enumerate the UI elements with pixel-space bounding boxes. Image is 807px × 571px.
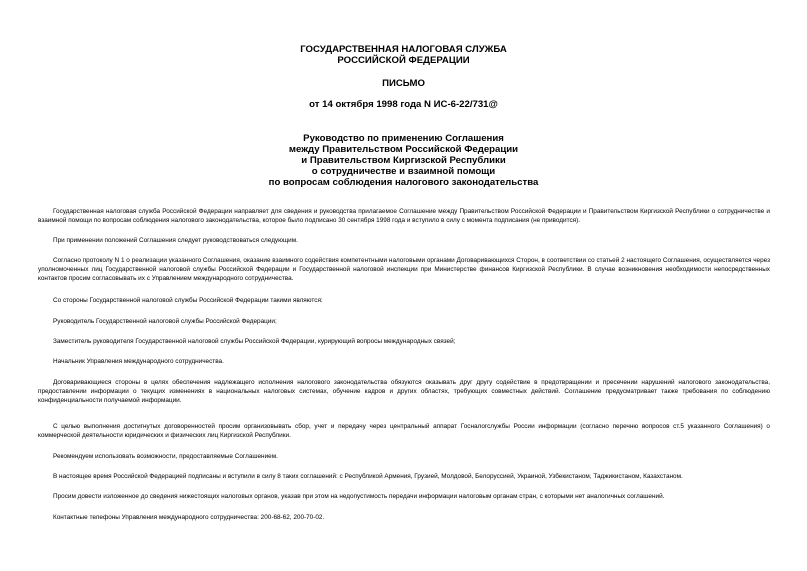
document-date-number: от 14 октября 1998 года N ИС-6-22/731@ bbox=[309, 99, 498, 110]
title-line-1: Руководство по применению Соглашения bbox=[303, 133, 504, 144]
paragraph-1: Государственная налоговая служба Российской Федерации направляет для сведения и руководства прилагаемое Соглашение между Правительством Российской Федерации и Правительством Киргизской Республики о сотрудничестве и взаимной помощи по вопросам соблюдения налогового законодательства, которое было подписано 30 сентября 1998 года и вступило в силу с момента подписания (не приводится). bbox=[38, 208, 770, 225]
title-line-4: о сотрудничестве и взаимной помощи bbox=[311, 166, 496, 177]
paragraph-2: При применении положений Соглашения следует руководствоваться следующим. bbox=[53, 237, 298, 244]
paragraph-10: Рекомендуем использовать возможности, предоставляемые Соглашением. bbox=[53, 453, 278, 460]
paragraph-6: Заместитель руководителя Государственной налоговой службы Российской Федерации, курирующий вопросы международных связей; bbox=[53, 338, 456, 345]
paragraph-7: Начальник Управления международного сотрудничества. bbox=[53, 358, 224, 365]
title-line-3: и Правительством Киргизской Республики bbox=[301, 155, 506, 166]
paragraph-11: В настоящее время Российской Федерацией подписаны и вступили в силу 8 таких соглашений: с Республикой Армения, Грузией, Молдовой, Белоруссией, Украиной, Узбекистаном, Таджикистаном, Казахстаном. bbox=[53, 473, 683, 480]
paragraph-5: Руководитель Государственной налоговой службы Российской Федерации; bbox=[53, 318, 277, 325]
paragraph-9: С целью выполнения достигнутых договоренностей просим организовывать сбор, учет и передачу через центральный аппарат Госналогслужбы России информации (согласно перечню вопросов ст.5 указанного Соглашения) о коммерческой деятельности юридических и физических лиц Киргизской Республики. bbox=[38, 423, 770, 440]
org-name-line-2: РОССИЙСКОЙ ФЕДЕРАЦИИ bbox=[337, 55, 470, 66]
paragraph-4: Со стороны Государственной налоговой службы Российской Федерации такими являются: bbox=[53, 297, 323, 304]
paragraph-8: Договаривающиеся стороны в целях обеспечения надлежащего исполнения налогового законодательства обязуются оказывать друг другу содействие в предотвращении и пресечении нарушений налогового законодательства, предоставлении информации о текущих изменениях в национальных налоговых системах, обучение кадров и других областях, требующих совместных действий. Соглашение предусматривает также требования по соблюдению конфиденциальности получаемой информации. bbox=[38, 379, 770, 405]
title-line-2: между Правительством Российской Федерации bbox=[288, 144, 519, 155]
paragraph-3: Согласно протоколу N 1 о реализации указанного Соглашения, оказание взаимного содействия компетентными налоговыми органами Договаривающихся Сторон, в соответствии со статьей 2 настоящего Соглашения, осуществляется через уполномоченных лиц Государственной налоговой службы Российской Федерации и Государственной налоговой инспекции при Министерстве финансов Киргизской Республики. В случае возникновения необходимости непосредственных контактов просим согласовывать их с Управлением международного сотрудничества. bbox=[38, 257, 770, 283]
document-title bbox=[0, 133, 807, 188]
org-name-line-1: ГОСУДАРСТВЕННАЯ НАЛОГОВАЯ СЛУЖБА bbox=[300, 44, 507, 55]
paragraph-13: Контактные телефоны Управления международного сотрудничества: 200-68-62, 200-70-02. bbox=[53, 514, 325, 521]
document-header bbox=[0, 44, 807, 66]
title-line-5: по вопросам соблюдения налогового законодательства bbox=[268, 177, 539, 188]
paragraph-12: Просим довести изложенное до сведения нижестоящих налоговых органов, указав при этом на недопустимость передачи информации налоговым органам стран, с которыми нет аналогичных соглашений. bbox=[53, 493, 665, 500]
document-type: ПИСЬМО bbox=[382, 78, 425, 89]
